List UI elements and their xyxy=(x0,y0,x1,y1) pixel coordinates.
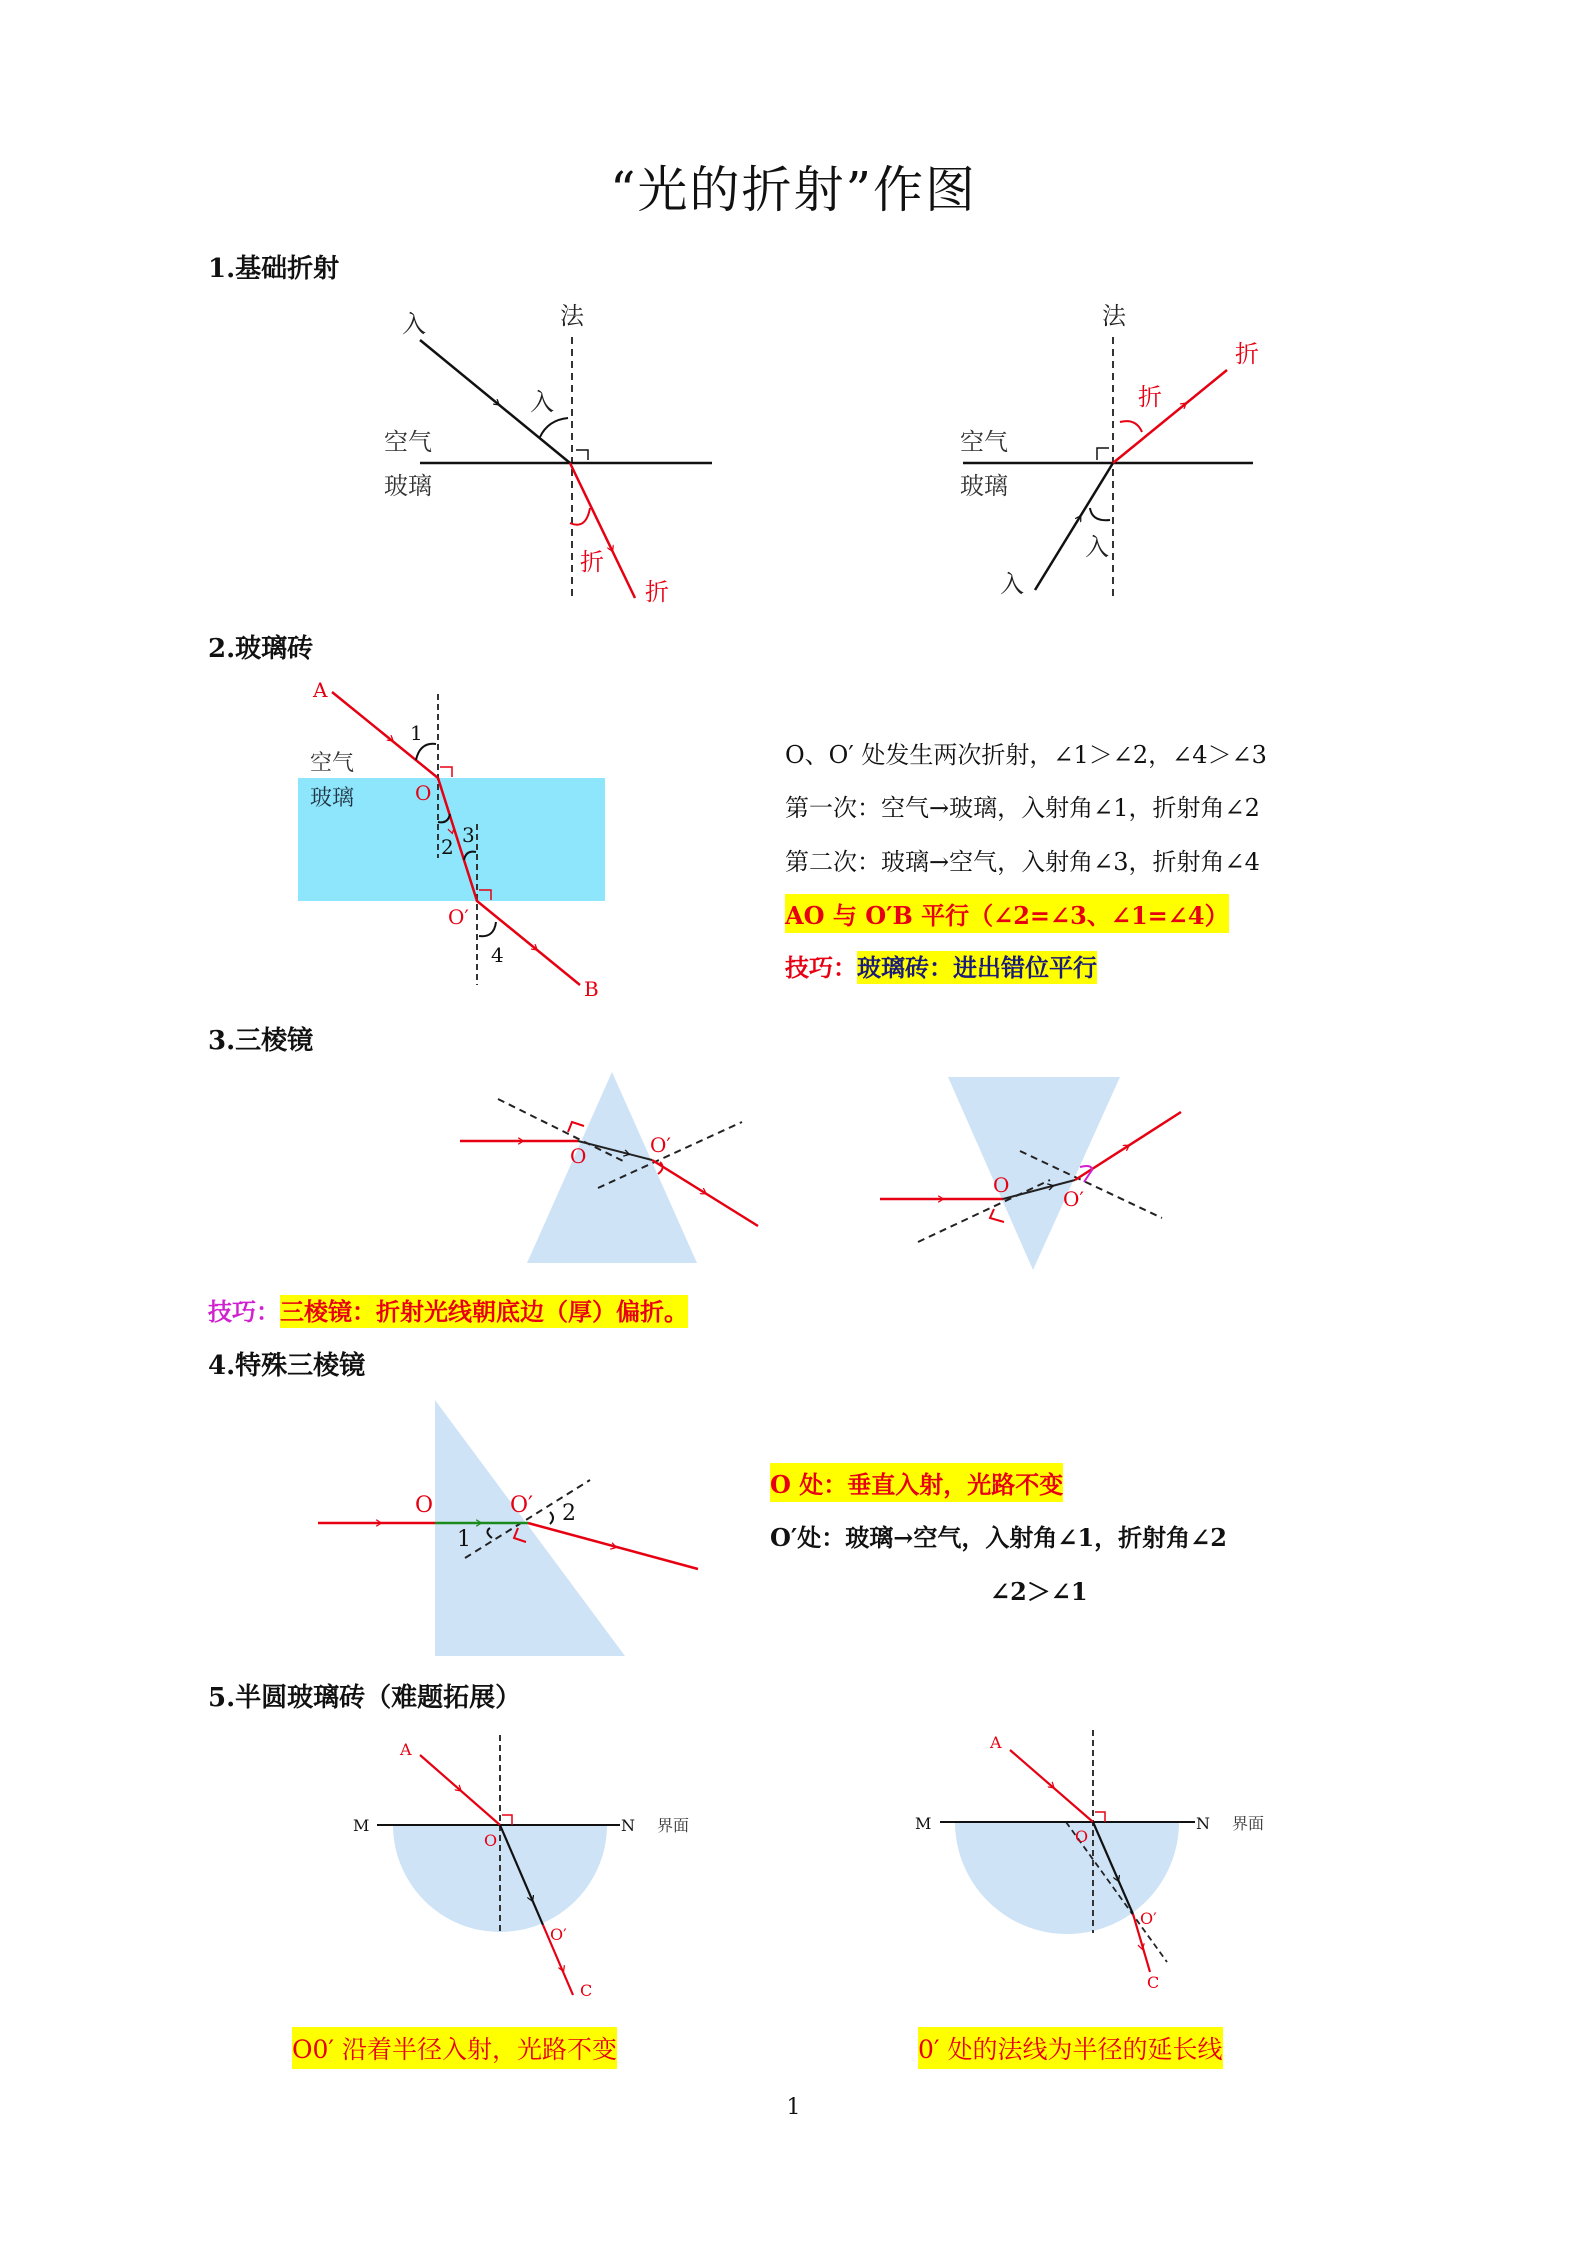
incidence-angle-arc xyxy=(1090,508,1110,520)
label-normal: 法 xyxy=(1102,302,1126,330)
basic-refraction-diagram-left xyxy=(370,280,750,610)
tip-text: 三棱镜：折射光线朝底边（厚）偏折。 xyxy=(280,1297,688,1326)
refracted-ray xyxy=(570,463,635,598)
label-angle-2: 2 xyxy=(441,835,454,859)
label-incident: 入 xyxy=(1000,570,1024,598)
basic-refraction-diagram-right xyxy=(930,280,1280,610)
label-angle-1: 1 xyxy=(410,721,423,745)
label-O: O xyxy=(570,1144,587,1168)
section-4-heading: 4.特殊三棱镜 xyxy=(208,1351,366,1381)
label-glass: 玻璃 xyxy=(384,472,432,500)
label-normal: 法 xyxy=(560,302,584,330)
prism xyxy=(527,1072,697,1263)
label-O-prime: O′ xyxy=(510,1493,534,1518)
prism-diagram-inverted xyxy=(870,1070,1210,1290)
semicircle-caption-left: O0′ 沿着半径入射，光路不变 xyxy=(292,2027,617,2069)
label-refracted: 折 xyxy=(645,578,669,606)
section-5-heading: 5.半圆玻璃砖（难题拓展） xyxy=(208,1683,522,1713)
section-2-heading: 2.玻璃砖 xyxy=(208,634,314,664)
page-title: “光的折射”作图 xyxy=(609,161,978,219)
right-angle-mark xyxy=(1095,1812,1105,1822)
label-angle-incident: 入 xyxy=(530,388,554,416)
label-air: 空气 xyxy=(384,428,432,456)
label-refracted: 折 xyxy=(1235,340,1259,368)
label-O: O xyxy=(1075,1827,1089,1846)
label-air: 空气 xyxy=(310,751,355,776)
glass-block-tip xyxy=(785,948,1097,983)
label-O: O xyxy=(993,1173,1010,1197)
label-M: M xyxy=(353,1816,370,1835)
incident-ray xyxy=(1035,463,1113,590)
label-A: A xyxy=(400,1740,412,1759)
right-angle-mark xyxy=(1097,448,1109,460)
right-angle-mark xyxy=(502,1815,512,1825)
label-O: O xyxy=(415,1493,434,1518)
label-angle-4: 4 xyxy=(491,943,504,967)
label-glass: 玻璃 xyxy=(310,786,355,811)
label-angle-1: 1 xyxy=(457,1527,471,1552)
glass-block-parallel-note: AO 与 O′B 平行（∠2=∠3、∠1=∠4） xyxy=(785,894,1229,933)
section-3-heading: 3.三棱镜 xyxy=(208,1026,314,1056)
tip-label: 技巧： xyxy=(208,1297,280,1326)
page-number: 1 xyxy=(786,2095,801,2120)
label-O-prime: O′ xyxy=(448,905,469,929)
label-O-prime: O′ xyxy=(1063,1187,1084,1211)
label-air: 空气 xyxy=(960,428,1008,456)
angle-2-arc xyxy=(550,1512,553,1524)
label-C: C xyxy=(580,1981,593,2000)
semicircle-diagram-left xyxy=(340,1730,720,2010)
angle-1-arc xyxy=(416,744,436,760)
incident-ray xyxy=(1010,1750,1093,1822)
prism-diagram-upright xyxy=(440,1070,800,1270)
tip-text: 玻璃砖：进出错位平行 xyxy=(857,953,1097,982)
glass-block-diagram xyxy=(280,660,630,1010)
label-A: A xyxy=(313,678,328,702)
special-prism-note-O-prime: O′处：玻璃→空气，入射角∠1，折射角∠2 xyxy=(770,1523,1227,1552)
section-1-heading: 1.基础折射 xyxy=(208,254,340,284)
label-angle-2: 2 xyxy=(562,1501,576,1526)
label-M: M xyxy=(915,1814,932,1833)
special-prism-diagram xyxy=(300,1400,720,1660)
label-N: N xyxy=(621,1816,635,1835)
semicircle-diagram-right xyxy=(900,1730,1300,2010)
label-glass: 玻璃 xyxy=(960,472,1008,500)
right-angle-mark-top xyxy=(440,767,452,777)
incidence-angle-arc xyxy=(540,418,568,437)
label-O-prime: O′ xyxy=(550,1925,567,1944)
label-angle-refraction: 折 xyxy=(1138,383,1162,411)
glass-block-line-1: O、O′ 处发生两次折射，∠1＞∠2，∠4＞∠3 xyxy=(785,741,1267,769)
label-angle-3: 3 xyxy=(462,823,475,847)
refracted-ray xyxy=(1113,370,1227,463)
label-B: B xyxy=(584,977,599,1001)
tip-label: 技巧： xyxy=(785,953,857,982)
label-O-prime: O′ xyxy=(1140,1909,1157,1928)
refraction-angle-arc xyxy=(1120,421,1142,432)
label-C: C xyxy=(1147,1973,1160,1992)
right-angle-mark xyxy=(990,1209,1004,1222)
glass-block-line-3: 第二次：玻璃→空气，入射角∠3，折射角∠4 xyxy=(785,848,1260,876)
prism-tip xyxy=(208,1292,688,1327)
label-O: O xyxy=(484,1831,498,1850)
label-O-prime: O′ xyxy=(650,1133,671,1157)
label-surface: 界面 xyxy=(657,1816,690,1835)
label-N: N xyxy=(1196,1814,1210,1833)
prism xyxy=(948,1077,1120,1270)
glass-block-line-2: 第一次：空气→玻璃，入射角∠1，折射角∠2 xyxy=(785,794,1260,822)
label-A: A xyxy=(990,1733,1002,1752)
label-incident: 入 xyxy=(402,310,426,338)
label-angle-incident: 入 xyxy=(1085,533,1109,561)
special-prism-note-O: O 处：垂直入射，光路不变 xyxy=(770,1463,1063,1502)
label-angle-refraction: 折 xyxy=(580,548,604,576)
semicircle-caption-right: 0′ 处的法线为半径的延长线 xyxy=(918,2027,1223,2069)
special-prism-angle-compare: ∠2＞∠1 xyxy=(990,1577,1088,1606)
right-angle-mark xyxy=(568,1122,584,1132)
label-surface: 界面 xyxy=(1232,1814,1265,1833)
angle-4-arc xyxy=(479,922,496,936)
right-angle-mark xyxy=(576,450,588,460)
label-O: O xyxy=(415,781,432,805)
